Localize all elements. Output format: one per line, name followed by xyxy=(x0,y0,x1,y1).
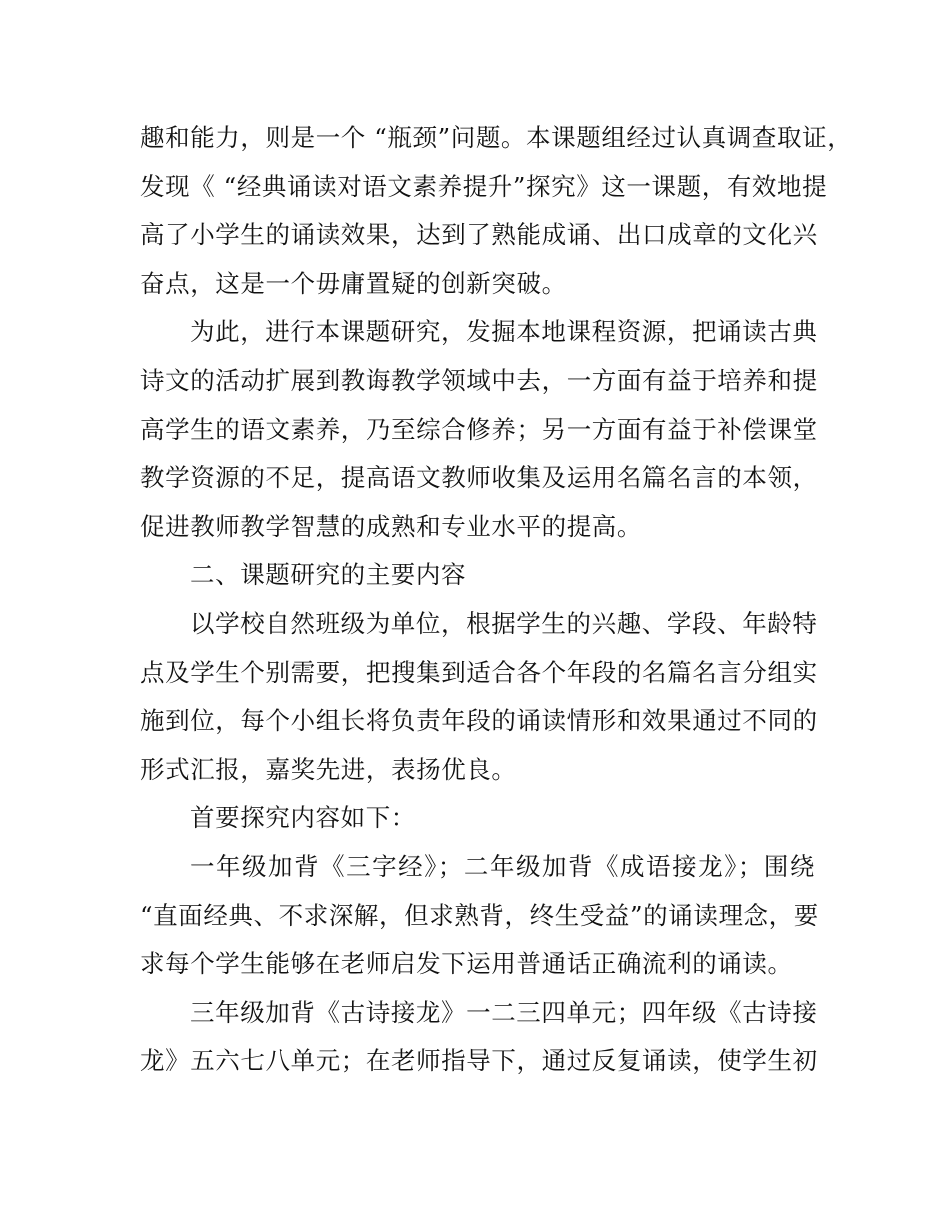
text-line: 形式汇报，嘉奖先进，表扬优良。 xyxy=(140,754,517,784)
text-line: 教学资源的不足，提高语文教师收集及运用名篇名言的本领， xyxy=(140,463,818,493)
text-line: 促进教师教学智慧的成熟和专业水平的提高。 xyxy=(140,511,642,541)
text-line: 一年级加背《三字经》；二年级加背《成语接龙》；围绕 xyxy=(190,851,815,881)
text-line: 奋点，这是一个毋庸置疑的创新突破。 xyxy=(140,268,567,298)
text-line: 点及学生个别需要，把搜集到适合各个年段的名篇名言分组实 xyxy=(140,657,818,687)
text-line: 龙》五六七八单元；在老师指导下，通过反复诵读，使学生初 xyxy=(140,1046,818,1076)
text-line: 发现《 “经典诵读对语文素养提升”探究》这一课题，有效地提 xyxy=(140,171,828,201)
text-line: 首要探究内容如下： xyxy=(190,803,416,833)
text-line: 二、课题研究的主要内容 xyxy=(190,560,467,590)
document-body xyxy=(140,114,853,1086)
text-line: 以学校自然班级为单位，根据学生的兴趣、学段、年龄特 xyxy=(190,608,818,638)
text-line: 施到位，每个小组长将负责年段的诵读情形和效果通过不同的 xyxy=(140,706,818,736)
text-line: 为此，进行本课题研究，发掘本地课程资源，把诵读古典 xyxy=(190,317,818,347)
text-line: 三年级加背《古诗接龙》一二三四单元；四年级《古诗接 xyxy=(190,997,818,1027)
text-line: 趣和能力，则是一个 “瓶颈”问题。本课题组经过认真调查取证， xyxy=(140,123,853,152)
text-line: 高了小学生的诵读效果，达到了熟能成诵、出口成章的文化兴 xyxy=(140,220,818,250)
text-line: 高学生的语文素养，乃至综合修养；另一方面有益于补偿课堂 xyxy=(140,414,818,444)
text-line: “直面经典、不求深解，但求熟背，终生受益”的诵读理念，要 xyxy=(140,900,819,930)
text-line: 求每个学生能够在老师启发下运用普通话正确流利的诵读。 xyxy=(140,949,793,979)
text-line: 诗文的活动扩展到教诲教学领域中去，一方面有益于培养和提 xyxy=(140,365,818,395)
